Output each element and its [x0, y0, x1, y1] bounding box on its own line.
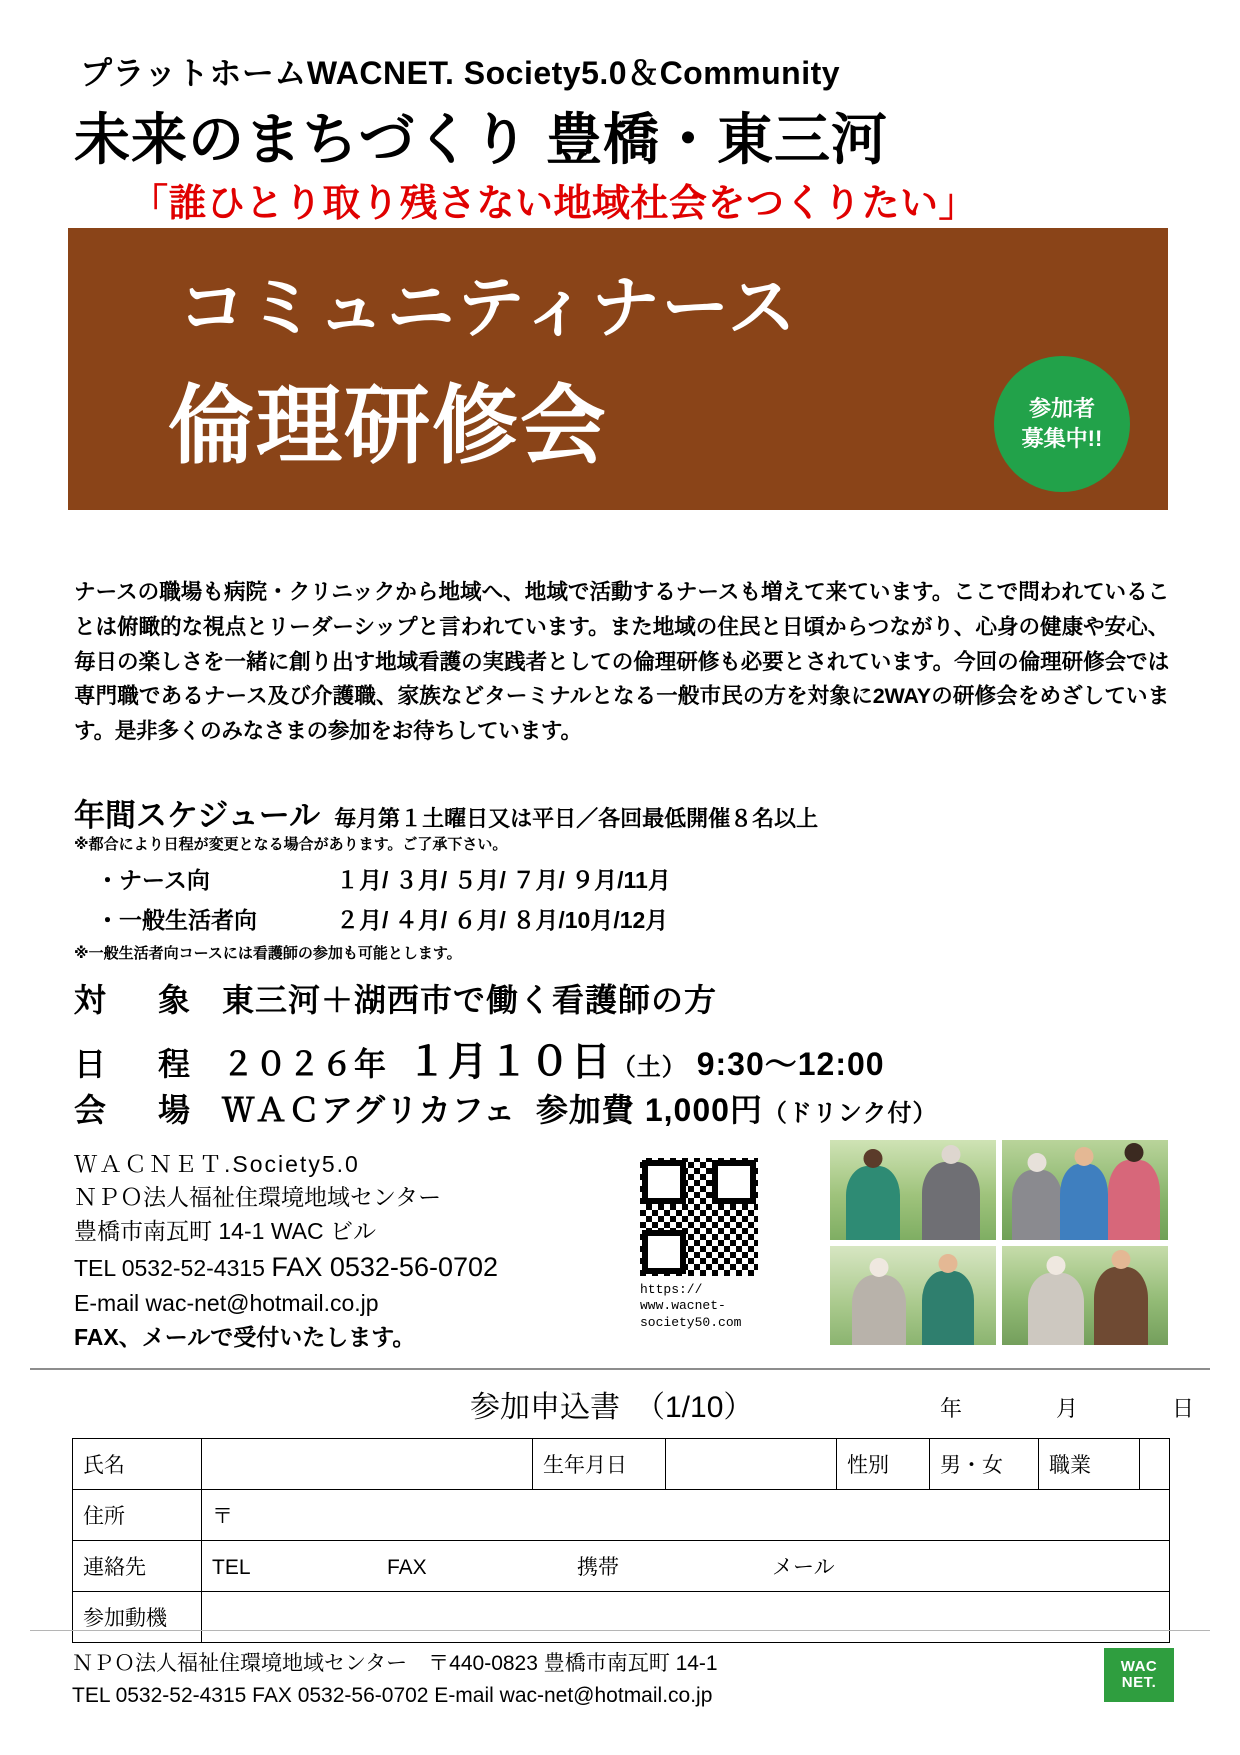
- schedule-row-general-months: ２月/ ４月/ ６月/ ８月/10月/12月: [336, 907, 669, 933]
- form-label-name: 氏名: [73, 1439, 202, 1490]
- detail-fee-label: 参加費: [535, 1092, 635, 1128]
- footer-contact: [72, 1648, 718, 1711]
- detail-target-value: 東三河＋湖西市で働く看護師の方: [222, 982, 718, 1018]
- form-input-job[interactable]: [1140, 1439, 1170, 1490]
- schedule-heading-text: 年間スケジュール: [74, 798, 321, 833]
- table-row: [73, 1592, 1170, 1643]
- detail-venue-value: ＷＡＣアグリカフェ: [222, 1092, 517, 1128]
- photo-bench-talk-3: [830, 1246, 996, 1346]
- footer-line-2: TEL 0532-52-4315 FAX 0532-56-0702 E-mail wac-net@hotmail.co.jp: [72, 1683, 713, 1707]
- form-label-fax: FAX: [387, 1556, 427, 1579]
- recruiting-badge: [994, 356, 1130, 492]
- banner-title-line1: コミュニティナース: [178, 270, 798, 346]
- table-row: [73, 1439, 1170, 1490]
- form-label-motive: 参加動機: [73, 1592, 202, 1643]
- contact-tel: TEL 0532-52-4315: [74, 1255, 265, 1282]
- schedule-heading: [74, 790, 818, 835]
- contact-org-en: ＷＡＣＮＥＴ.Society5.0: [74, 1151, 360, 1177]
- qr-url-line1: https://: [640, 1282, 703, 1297]
- form-label-birth: 生年月日: [533, 1439, 666, 1490]
- schedule-heading-sub: 毎月第１土曜日又は平日／各回最低開催８名以上: [334, 806, 819, 831]
- application-form-table: [72, 1438, 1170, 1643]
- wacnet-logo: [1104, 1648, 1174, 1702]
- qr-url: [640, 1282, 762, 1331]
- qr-url-line2: www.wacnet-: [640, 1298, 726, 1314]
- photo-group-outdoor-2: [1002, 1140, 1168, 1240]
- form-input-birth[interactable]: [666, 1439, 837, 1490]
- photo-caregiver-4: [1002, 1246, 1168, 1346]
- schedule-row-general: [96, 902, 668, 935]
- application-form-title: 参加申込書 （1/10）: [470, 1391, 754, 1424]
- table-row: [73, 1490, 1170, 1541]
- detail-fee-note: （ドリンク付）: [762, 1100, 938, 1127]
- schedule-row-general-label: ・一般生活者向: [96, 907, 257, 933]
- contact-tel-fax: [74, 1248, 498, 1287]
- contact-accept-note: FAX、メールで受付いたします。: [74, 1323, 416, 1350]
- form-input-name[interactable]: [202, 1439, 533, 1490]
- contact-address: 豊橋市南瓦町 14-1 WAC ビル: [74, 1217, 377, 1244]
- footer-divider: [30, 1630, 1210, 1631]
- footer-line-1: ＮＰＯ法人福祉住環境地域センター 〒440-0823 豊橋市南瓦町 14-1: [72, 1652, 718, 1675]
- event-banner: [68, 228, 1168, 510]
- photo-nurse-and-elder-1: [830, 1140, 996, 1240]
- form-label-gender: 性別: [837, 1439, 930, 1490]
- contact-email: E-mail wac-net@hotmail.co.jp: [74, 1290, 379, 1317]
- form-label-mobile: 携帯: [577, 1556, 619, 1579]
- detail-fee-value: 1,000円: [644, 1092, 763, 1128]
- contact-org-jp: ＮＰＯ法人福祉住環境地域センター: [74, 1184, 442, 1211]
- logo-line-2: NET.: [1121, 1674, 1157, 1691]
- detail-target: [74, 975, 717, 1021]
- form-label-job: 職業: [1039, 1439, 1140, 1490]
- logo-line-1: WAC: [1120, 1658, 1158, 1676]
- schedule-row-nurse-label: ・ナース向: [96, 867, 210, 893]
- detail-date-time: 9:30〜12:00: [696, 1046, 885, 1082]
- badge-line2: 募集中!!: [1021, 426, 1103, 451]
- detail-date-weekday: （土）: [611, 1054, 687, 1081]
- badge-line1: 参加者: [1028, 396, 1095, 422]
- schedule-note-1: ※都合により日程が変更となる場合があります。ご了承下さい。: [74, 836, 508, 853]
- form-label-mail: メール: [772, 1556, 835, 1579]
- detail-target-label: 対 象: [74, 982, 201, 1018]
- schedule-note-2: ※一般生活者向コースには看護師の参加も可能とします。: [74, 945, 462, 962]
- qr-block: [640, 1158, 762, 1331]
- application-date-fields: 年 月 日: [940, 1396, 1231, 1421]
- header-title: 未来のまちづくり 豊橋・東三河: [74, 108, 888, 171]
- header-tagline: 「誰ひとり取り残さない地域社会をつくりたい」: [130, 183, 978, 225]
- table-row: [73, 1541, 1170, 1592]
- contact-fax: FAX 0532-56-0702: [271, 1252, 499, 1283]
- header-subtitle: プラットホームWACNET. Society5.0＆Community: [80, 55, 841, 91]
- form-label-address: 住所: [73, 1490, 202, 1541]
- intro-paragraph: ナースの職場も病院・クリニックから地域へ、地域で活動するナースも増えて来ています。ここで問われていることは俯瞰的な視点とリーダーシップと言われています。また地域の住民と日頃からつながり、心身の健康や安心、毎日の楽しさを一緒に創り出す地域看護の実践者としての倫理研修も必要とされています。今回の倫理研修会では専門職であるナース及び介護職、家族などターミナルとなる一般市民の方を対象に2WAYの研修会をめざしています。是非多くのみなさまの参加をお待ちしています。: [74, 580, 1169, 744]
- detail-venue: [74, 1085, 937, 1131]
- schedule-row-nurse: [96, 862, 671, 895]
- form-input-address[interactable]: 〒: [202, 1490, 1170, 1541]
- detail-date-label: 日 程: [74, 1046, 201, 1082]
- detail-date: [74, 1030, 885, 1087]
- qr-url-line3: society50.com: [640, 1314, 742, 1330]
- qr-code-icon: [640, 1158, 758, 1276]
- detail-date-day: １月１０日: [406, 1040, 612, 1084]
- section-divider: [30, 1368, 1210, 1370]
- photo-grid: [830, 1140, 1168, 1345]
- banner-title-line2: 倫理研修会: [168, 378, 608, 474]
- detail-date-year: ２０２６年: [222, 1046, 388, 1082]
- detail-venue-label: 会 場: [74, 1092, 201, 1128]
- form-label-contact: 連絡先: [73, 1541, 202, 1592]
- form-input-motive[interactable]: [202, 1592, 1170, 1643]
- schedule-row-nurse-months: １月/ ３月/ ５月/ ７月/ ９月/11月: [336, 867, 671, 893]
- form-value-gender[interactable]: 男・女: [930, 1439, 1039, 1490]
- form-input-contact[interactable]: [202, 1541, 1170, 1592]
- form-label-tel: TEL: [212, 1556, 251, 1579]
- contact-block: [74, 1148, 498, 1354]
